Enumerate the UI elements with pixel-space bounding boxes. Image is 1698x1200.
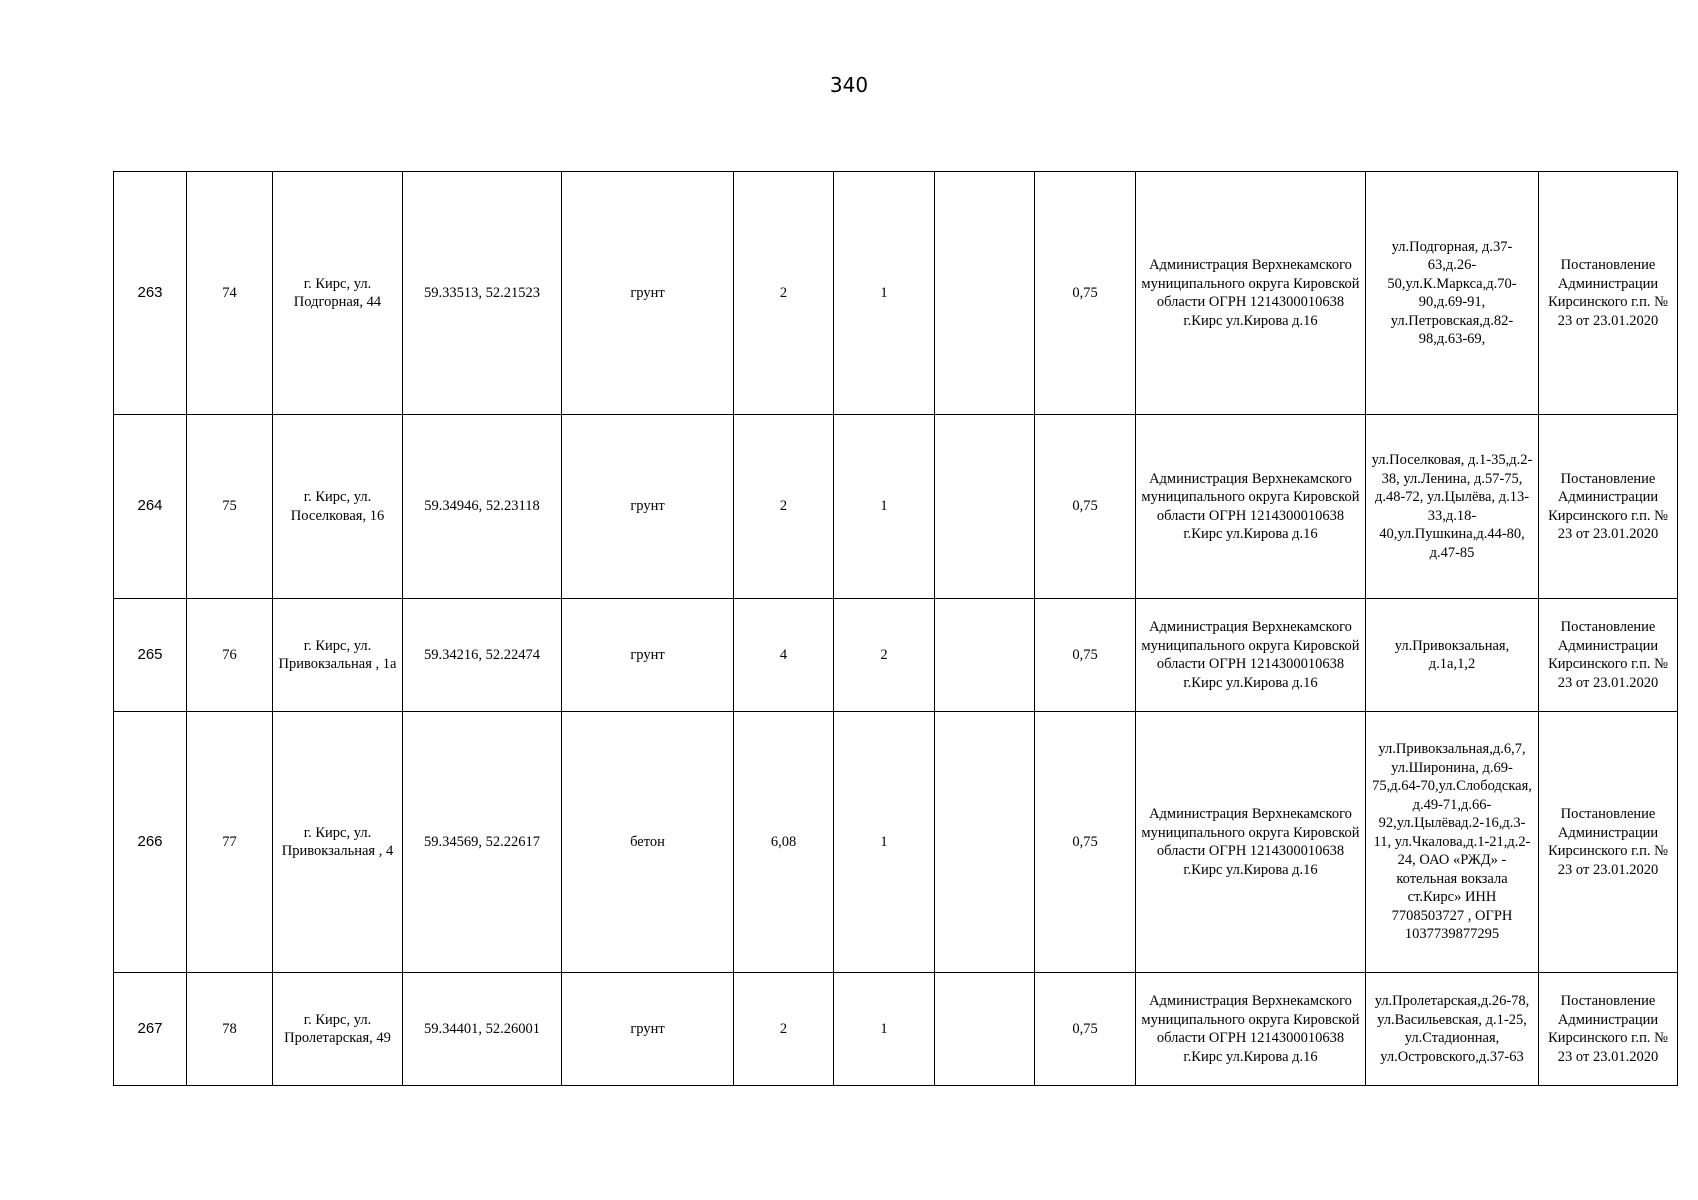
cell-containers: 1 — [834, 172, 935, 415]
cell-containers: 1 — [834, 415, 935, 599]
cell-basis: Постановление Администрации Кирсинского г.п. № 23 от 23.01.2020 — [1539, 973, 1678, 1086]
cell-waste-sources: ул.Привокзальная, д.1а,1,2 — [1366, 599, 1539, 712]
table-row — [114, 712, 1678, 973]
cell-waste-sources: ул.Подгорная, д.37-63,д.26-50,ул.К.Маркса,д.70-90,д.69-91, ул.Петровская,д.82-98,д.63-69, — [1366, 172, 1539, 415]
cell-address: г. Кирс, ул. Привокзальная , 1а — [273, 599, 403, 712]
cell-owner: Администрация Верхнекамского муниципального округа Кировской области ОГРН 1214300010638 г.Кирс ул.Кирова д.16 — [1136, 712, 1366, 973]
cell-volume: 0,75 — [1035, 712, 1136, 973]
cell-site-id: 78 — [187, 973, 273, 1086]
container-sites-table — [113, 171, 1678, 1086]
cell-empty — [935, 415, 1035, 599]
cell-row-number: 267 — [114, 973, 187, 1086]
cell-containers: 1 — [834, 712, 935, 973]
cell-volume: 0,75 — [1035, 415, 1136, 599]
cell-address: г. Кирс, ул. Пролетарская, 49 — [273, 973, 403, 1086]
cell-volume: 0,75 — [1035, 973, 1136, 1086]
cell-area: 6,08 — [734, 712, 834, 973]
cell-empty — [935, 172, 1035, 415]
cell-surface: грунт — [562, 415, 734, 599]
cell-site-id: 75 — [187, 415, 273, 599]
cell-row-number: 265 — [114, 599, 187, 712]
cell-area: 2 — [734, 415, 834, 599]
cell-empty — [935, 712, 1035, 973]
cell-coordinates: 59.33513, 52.21523 — [403, 172, 562, 415]
cell-owner: Администрация Верхнекамского муниципального округа Кировской области ОГРН 1214300010638 г.Кирс ул.Кирова д.16 — [1136, 172, 1366, 415]
table-row — [114, 415, 1678, 599]
cell-volume: 0,75 — [1035, 599, 1136, 712]
cell-surface: грунт — [562, 599, 734, 712]
cell-surface: грунт — [562, 973, 734, 1086]
cell-basis: Постановление Администрации Кирсинского г.п. № 23 от 23.01.2020 — [1539, 712, 1678, 973]
cell-volume: 0,75 — [1035, 172, 1136, 415]
cell-address: г. Кирс, ул. Поселковая, 16 — [273, 415, 403, 599]
cell-containers: 2 — [834, 599, 935, 712]
cell-coordinates: 59.34946, 52.23118 — [403, 415, 562, 599]
cell-containers: 1 — [834, 973, 935, 1086]
cell-coordinates: 59.34401, 52.26001 — [403, 973, 562, 1086]
cell-site-id: 77 — [187, 712, 273, 973]
cell-surface: грунт — [562, 172, 734, 415]
cell-area: 2 — [734, 973, 834, 1086]
table-row — [114, 172, 1678, 415]
table-row — [114, 599, 1678, 712]
cell-surface: бетон — [562, 712, 734, 973]
cell-waste-sources: ул.Пролетарская,д.26-78, ул.Васильевская, д.1-25, ул.Стадионная, ул.Островского,д.37-63 — [1366, 973, 1539, 1086]
cell-owner: Администрация Верхнекамского муниципального округа Кировской области ОГРН 1214300010638 г.Кирс ул.Кирова д.16 — [1136, 415, 1366, 599]
cell-row-number: 264 — [114, 415, 187, 599]
cell-basis: Постановление Администрации Кирсинского г.п. № 23 от 23.01.2020 — [1539, 172, 1678, 415]
cell-basis: Постановление Администрации Кирсинского г.п. № 23 от 23.01.2020 — [1539, 415, 1678, 599]
cell-coordinates: 59.34569, 52.22617 — [403, 712, 562, 973]
cell-waste-sources: ул.Поселковая, д.1-35,д.2-38, ул.Ленина, д.57-75, д.48-72, ул.Цылёва, д.13-33,д.18-40,ул.Пушкина,д.44-80, д.47-85 — [1366, 415, 1539, 599]
cell-coordinates: 59.34216, 52.22474 — [403, 599, 562, 712]
cell-area: 2 — [734, 172, 834, 415]
cell-owner: Администрация Верхнекамского муниципального округа Кировской области ОГРН 1214300010638 г.Кирс ул.Кирова д.16 — [1136, 599, 1366, 712]
cell-owner: Администрация Верхнекамского муниципального округа Кировской области ОГРН 1214300010638 г.Кирс ул.Кирова д.16 — [1136, 973, 1366, 1086]
cell-empty — [935, 973, 1035, 1086]
cell-area: 4 — [734, 599, 834, 712]
cell-waste-sources: ул.Привокзальная,д.6,7, ул.Широнина, д.69-75,д.64-70,ул.Слободская, д.49-71,д.66-92,ул.Цылёвад.2-16,д.3-11, ул.Чкалова,д.1-21,д.2-24, ОАО «РЖД» - котельная вокзала ст.Кирс» ИНН 7708503727 , ОГРН 1037739877295 — [1366, 712, 1539, 973]
cell-address: г. Кирс, ул. Привокзальная , 4 — [273, 712, 403, 973]
cell-basis: Постановление Администрации Кирсинского г.п. № 23 от 23.01.2020 — [1539, 599, 1678, 712]
cell-site-id: 74 — [187, 172, 273, 415]
page-number: 340 — [829, 73, 869, 97]
cell-row-number: 263 — [114, 172, 187, 415]
cell-site-id: 76 — [187, 599, 273, 712]
cell-address: г. Кирс, ул. Подгорная, 44 — [273, 172, 403, 415]
cell-empty — [935, 599, 1035, 712]
cell-row-number: 266 — [114, 712, 187, 973]
table-row — [114, 973, 1678, 1086]
